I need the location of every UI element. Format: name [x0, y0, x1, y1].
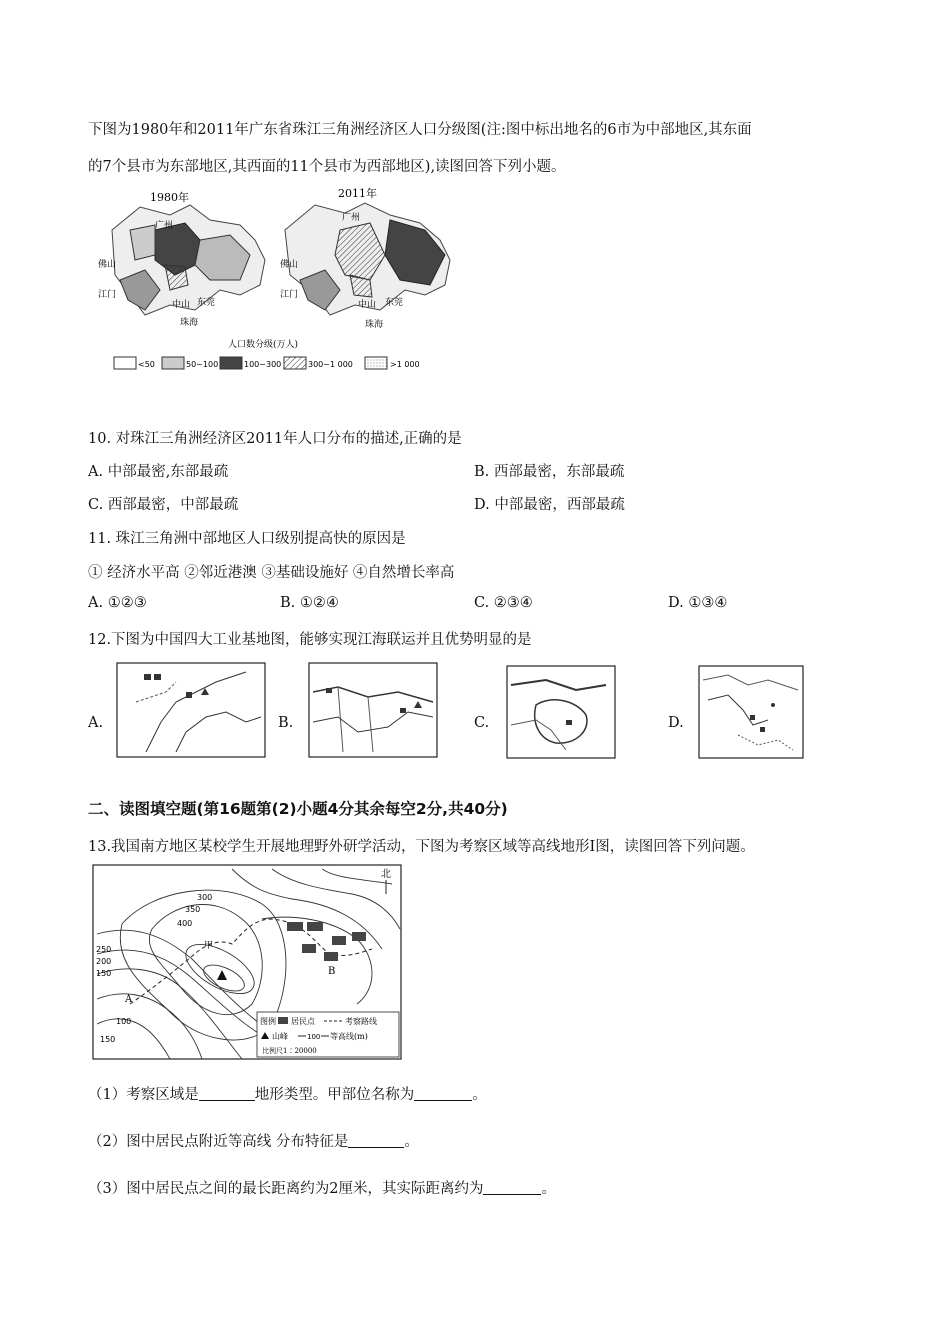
year-1980-label: 1980年 [150, 191, 189, 204]
foshan-label-1980: 佛山 [98, 260, 117, 270]
q10-option-b[interactable]: B. 西部最密，东部最疏 [474, 464, 625, 480]
q13-sub1-text-c: 。 [472, 1087, 487, 1103]
q13-sub2-text-b: 。 [404, 1134, 419, 1150]
q11-option-b[interactable]: B. ①②④ [280, 595, 339, 611]
legend-item-2: 50~100 [186, 360, 219, 369]
intro-line-2: 的7个县市为东部地区,其西面的11个县市为西部地区),读图回答下列小题。 [88, 159, 566, 175]
q13-sub1-blank-1[interactable] [199, 1086, 255, 1101]
year-2011-label: 2011年 [338, 187, 377, 200]
contour-label-100: 100 [116, 1017, 132, 1026]
q13-sub3-text-b: 。 [541, 1181, 556, 1197]
q12-map-d [698, 665, 804, 761]
legend-label: 图例 [260, 1017, 276, 1026]
population-map-figure [100, 185, 465, 375]
guangzhou-label-2011: 广州 [342, 213, 361, 223]
q12-option-b[interactable]: B. [278, 715, 294, 731]
contour-label-350: 350 [185, 905, 201, 914]
q13-sub1-blank-2[interactable] [414, 1086, 472, 1101]
point-b-label: B [328, 966, 336, 977]
jiangmen-label-2011: 江门 [280, 290, 299, 300]
q10-stem: 10. 对珠江三角洲经济区2011年人口分布的描述,正确的是 [88, 431, 462, 447]
q12-map-a [116, 662, 266, 758]
q12-option-c[interactable]: C. [474, 715, 490, 731]
point-a-label: A [125, 994, 133, 1005]
legend-peak: 山峰 [272, 1032, 288, 1041]
q13-sub3 [88, 1177, 556, 1198]
q13-sub3-blank[interactable] [483, 1180, 541, 1195]
q12-map-b [308, 662, 438, 758]
zhongshan-label-2011: 中山 [358, 300, 377, 310]
legend-residence: 居民点 [291, 1017, 315, 1026]
q13-sub2 [88, 1130, 419, 1151]
jiangmen-label-1980: 江门 [98, 290, 117, 300]
q13-sub1-text-b: 地形类型。甲部位名称为 [254, 1087, 415, 1103]
contour-label-400: 400 [177, 919, 193, 928]
map-1980 [98, 205, 265, 328]
guangzhou-label-1980: 广州 [155, 221, 174, 231]
contour-label-200: 200 [96, 957, 112, 966]
intro-line-1: 下图为1980年和2011年广东省珠江三角洲经济区人口分级图(注:图中标出地名的6市为中部地区,其东面 [88, 122, 752, 138]
q13-sub1 [88, 1083, 487, 1104]
q10-option-c[interactable]: C. 西部最密，中部最疏 [88, 497, 239, 513]
legend-item-4: 300~1 000 [308, 360, 353, 369]
survey-route [130, 919, 372, 1004]
legend-contour-value: 100 [307, 1033, 321, 1041]
north-label: 北 [381, 869, 391, 880]
q13-sub2-blank[interactable] [348, 1133, 404, 1148]
map-scale: 比例尺1∶20000 [262, 1047, 317, 1055]
q13-contour-map [92, 864, 402, 1060]
legend-route: 考察路线 [345, 1017, 377, 1026]
q12-stem: 12.下图为中国四大工业基地图，能够实现江海联运并且优势明显的是 [88, 632, 532, 648]
q13-stem: 13.我国南方地区某校学生开展地理野外研学活动，下图为考察区域等高线地形Ⅰ图，读图回答下列问题。 [88, 839, 755, 855]
contour-label-150-low: 150 [100, 1035, 116, 1044]
contour-label-250: 250 [96, 945, 112, 954]
q10-option-d[interactable]: D. 中部最密，西部最疏 [474, 497, 625, 513]
peak-icon [217, 970, 227, 980]
legend-item-5: >1 000 [390, 360, 420, 369]
q12-map-c [506, 665, 616, 761]
q11-option-a[interactable]: A. ①②③ [88, 595, 147, 611]
q13-sub1-text-a: （1）考察区域是 [88, 1087, 199, 1103]
zhuhai-label-1980: 珠海 [180, 318, 199, 328]
residence-markers [287, 922, 366, 961]
q11-items: ① 经济水平高 ②邻近港澳 ③基础设施好 ④自然增长率高 [88, 565, 455, 581]
dongguan-label-1980: 东莞 [197, 298, 216, 308]
q13-sub2-text-a: （2）图中居民点附近等高线 分布特征是 [88, 1134, 349, 1150]
jia-label: 甲 [204, 941, 214, 951]
contour-label-300: 300 [197, 893, 213, 902]
q10-option-a[interactable]: A. 中部最密,东部最疏 [88, 464, 229, 480]
q12-option-d[interactable]: D. [668, 715, 684, 731]
q11-stem: 11. 珠江三角洲中部地区人口级别提高快的原因是 [88, 531, 406, 547]
legend-contour: 等高线(m) [330, 1032, 368, 1041]
map-2011 [280, 203, 450, 330]
section2-heading: 二、读图填空题(第16题第(2)小题4分其余每空2分,共40分) [88, 800, 508, 818]
q11-option-d[interactable]: D. ①③④ [668, 595, 728, 611]
contour-label-150: 150 [96, 969, 112, 978]
q12-option-a[interactable]: A. [88, 715, 104, 731]
zhongshan-label-1980: 中山 [172, 300, 191, 310]
foshan-label-2011: 佛山 [280, 260, 299, 270]
zhuhai-label-2011: 珠海 [365, 320, 384, 330]
q13-sub3-text-a: （3）图中居民点之间的最长距离约为2厘米，其实际距离约为 [88, 1181, 484, 1197]
legend-item-1: <50 [138, 360, 155, 369]
dongguan-label-2011: 东莞 [385, 298, 404, 308]
legend-title: 人口数分级(万人) [228, 340, 299, 350]
legend-item-3: 100~300 [244, 360, 282, 369]
q11-option-c[interactable]: C. ②③④ [474, 595, 533, 611]
